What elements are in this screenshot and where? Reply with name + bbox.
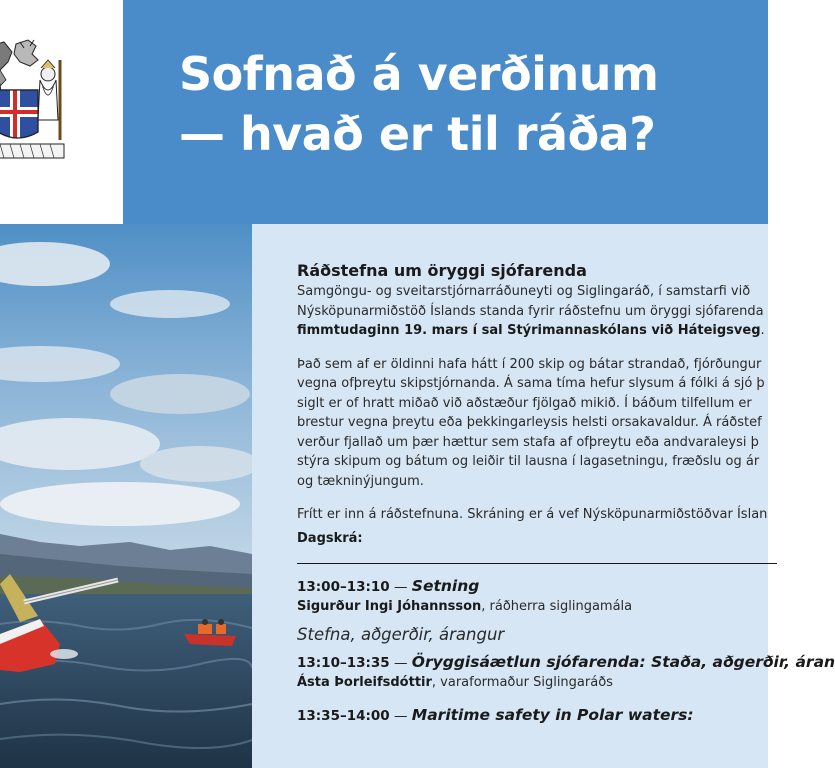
page-title bbox=[179, 44, 658, 164]
body-line-2: vegna ofþreytu skipstjórnanda. Á sama tíma hefur slysum á fólki á sjó þ bbox=[297, 376, 765, 391]
program-speaker-line bbox=[297, 597, 817, 617]
spacer bbox=[297, 341, 817, 355]
intro-line-1: Samgöngu- og sveitarstjórnarráðuneyti og Siglingaráð, í samstarfi við bbox=[297, 284, 751, 299]
event-date-location: fimmtudaginn 19. mars í sal Stýrimannaskólans við Háteigsveg bbox=[297, 323, 761, 338]
intro-line-2: Nýsköpunarmiðstöð Íslands standa fyrir ráðstefnu um öryggi sjófarenda bbox=[297, 303, 764, 319]
program-title: Öryggisáætlun sjófarenda: Staða, aðgerðir, áran bbox=[411, 652, 835, 671]
body-line-1: Það sem af er öldinni hafa hátt í 200 skip og bátar strandað, fjórðungur bbox=[297, 356, 762, 372]
title-line-2: — hvað er til ráða? bbox=[179, 107, 656, 161]
coat-of-arms-logo bbox=[0, 40, 66, 164]
program-item bbox=[297, 705, 817, 724]
program-title: Maritime safety in Polar waters: bbox=[411, 705, 694, 724]
body-line-4: brestur vegna þreytu eða þekkingarleysis helsti orsakavaldur. Á ráðstef bbox=[297, 415, 762, 430]
body-line-6: stýra skipum og bátum og leiðir til lausna í lagasetningu, fræðslu og ár bbox=[297, 454, 760, 469]
intro-line-3-end: . bbox=[760, 323, 765, 338]
body-line-7: og tækninýjungum. bbox=[297, 473, 424, 489]
registration-text: Frítt er inn á ráðstefnuna. Skráning er á vef Nýsköpunarmiðstöðvar Íslan bbox=[297, 507, 768, 522]
program-speaker-line bbox=[297, 673, 817, 693]
program-label: Dagskrá: bbox=[297, 530, 363, 546]
title-banner bbox=[123, 0, 768, 224]
program-section-heading: Stefna, aðgerðir, árangur bbox=[297, 624, 505, 644]
speaker-role: , varaformaður Siglingaráðs bbox=[431, 674, 613, 690]
speaker-role: , ráðherra siglingamála bbox=[481, 598, 633, 614]
content-body bbox=[297, 260, 835, 724]
program-time: 13:35–14:00 bbox=[297, 707, 390, 724]
content-panel bbox=[252, 224, 835, 768]
program-separator: — bbox=[389, 654, 412, 671]
body-line-5: verður fjallað um þær hættur sem stafa af ofþreytu eða andvaraleysi þ bbox=[297, 434, 759, 450]
title-line-1: Sofnað á verðinum bbox=[179, 47, 659, 101]
capsized-boat-photo bbox=[0, 224, 252, 768]
program-separator: — bbox=[389, 578, 412, 595]
speaker-name: Ásta Þorleifsdóttir bbox=[297, 674, 432, 690]
program-time: 13:00–13:10 bbox=[297, 578, 390, 595]
program-item bbox=[297, 652, 835, 693]
body-line-3: siglt er of hratt miðað við aðstæður fjölgað mikið. Í báðum tilfellum er bbox=[297, 395, 752, 411]
program-separator: — bbox=[389, 707, 412, 724]
spacer bbox=[297, 491, 817, 505]
program-title: Setning bbox=[411, 576, 480, 595]
program-time: 13:10–13:35 bbox=[297, 654, 390, 671]
divider bbox=[297, 563, 777, 564]
conference-heading: Ráðstefna um öryggi sjófarenda bbox=[297, 261, 587, 280]
intro-line-3 bbox=[297, 321, 817, 341]
coat-of-arms-panel bbox=[0, 0, 123, 224]
speaker-name: Sigurður Ingi Jóhannsson bbox=[297, 598, 482, 614]
program-item bbox=[297, 576, 817, 617]
